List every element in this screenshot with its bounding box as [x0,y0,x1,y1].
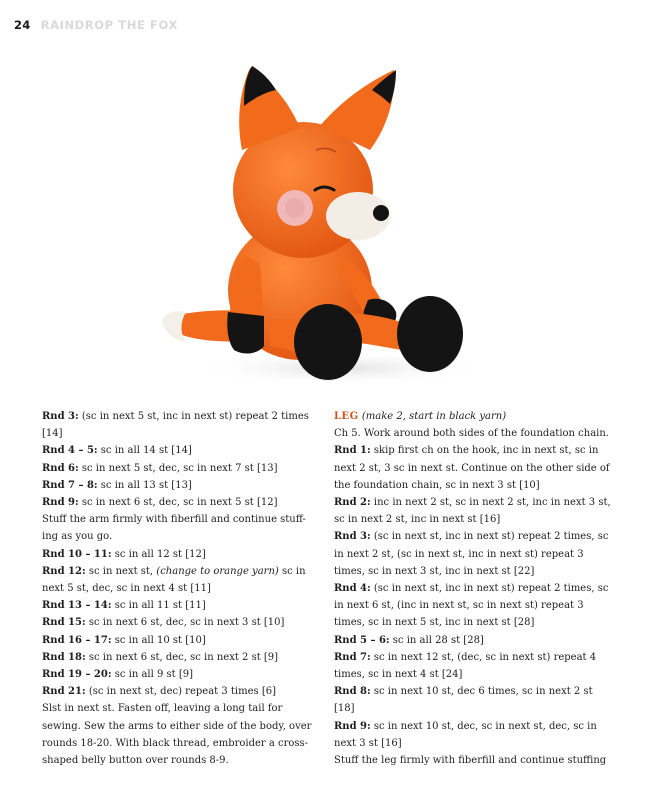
instruction-line: Rnd 6: sc in next 5 st, dec, sc in next 7 st [13] [42,462,278,474]
instruction-line: Ch 5. Work around both sides of the foundation chain. [334,428,609,440]
instruction-line: Rnd 13 – 14: sc in all 11 st [11] [42,600,206,612]
right-column [334,408,614,769]
instruction-line: Rnd 8: sc in next 10 st, dec 6 times, sc in next 2 st [18] [334,686,593,715]
instruction-line: Rnd 7: sc in next 12 st, (dec, sc in next st) repeat 4 times, sc in next 4 st [24] [334,651,597,681]
instruction-line: Rnd 12: sc in next st, (change to orange yarn) sc in next 5 st, dec, sc in next 4 st [11] [42,565,306,595]
instruction-line: Rnd 7 – 8: sc in all 13 st [13] [42,479,192,491]
leg-section-heading: LEG (make 2, start in black yarn) [334,411,507,422]
instruction-line: Rnd 15: sc in next 6 st, dec, sc in next 3 st [10] [42,617,285,629]
left-column [42,408,314,769]
instruction-line: Rnd 9: sc in next 6 st, dec, sc in next 5 st [12] [42,497,278,509]
fox-photo [140,50,520,395]
instruction-line: Rnd 16 – 17: sc in all 10 st [10] [42,634,206,646]
page-number: 24 [14,18,31,32]
instruction-line: Stuff the arm firmly with fiberfill and continue stuff-ing as you go. [42,514,306,543]
instruction-line: Rnd 4: (sc in next st, inc in next st) repeat 2 times, sc in next 6 st, (inc in next st, sc in next st) repeat 3 times, sc in next 5 st, inc in next st [28] [334,583,609,629]
instruction-line: Rnd 3: (sc in next st, inc in next st) repeat 2 times, sc in next 2 st, (sc in next st, inc in next st) repeat 3 times, sc in next 3 st, inc in next st [22] [334,531,609,577]
instruction-line: Stuff the leg firmly with fiberfill and continue stuffing [334,755,607,767]
instruction-line: Rnd 2: inc in next 2 st, sc in next 2 st, inc in next 3 st, sc in next 2 st, inc in next st [16] [334,497,611,526]
running-title: RAINDROP THE FOX [40,18,178,32]
instruction-line: Rnd 3: (sc in next 5 st, inc in next st) repeat 2 times [14] [42,411,309,440]
instruction-line: Rnd 1: skip first ch on the hook, inc in next st, sc in next 2 st, 3 sc in next st. Continue on the other side of the foundation chain, sc in next 3 st [10] [334,445,610,491]
instruction-line: Rnd 4 – 5: sc in all 14 st [14] [42,445,192,457]
instruction-line: Rnd 5 – 6: sc in all 28 st [28] [334,634,484,646]
page-header [14,18,178,32]
instruction-line: Rnd 21: (sc in next st, dec) repeat 3 times [6] [42,686,276,698]
instruction-line: Rnd 18: sc in next 6 st, dec, sc in next 2 st [9] [42,651,279,663]
instruction-line: Rnd 19 – 20: sc in all 9 st [9] [42,669,194,681]
instruction-line: Rnd 10 – 11: sc in all 12 st [12] [42,548,206,560]
instruction-line: Rnd 9: sc in next 10 st, dec, sc in next st, dec, sc in next 3 st [16] [334,720,597,749]
instruction-line: Slst in next st. Fasten off, leaving a long tail for sewing. Sew the arms to either side of the body, over rounds 18-20. With black thread, embroider a cross-shaped belly button over rounds 8-9. [42,703,312,767]
